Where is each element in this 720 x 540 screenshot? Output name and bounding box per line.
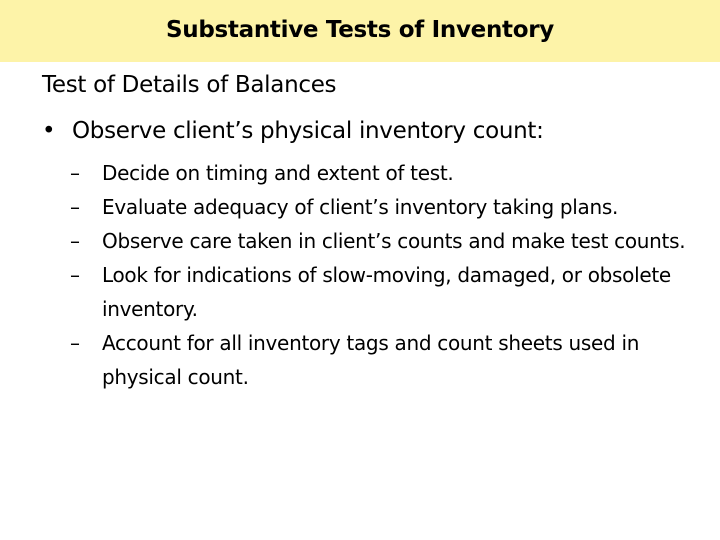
sub-bullet-text: Account for all inventory tags and count sheets used in physical count. <box>102 331 640 389</box>
sub-bullet-item <box>70 224 690 258</box>
sub-bullet-text: Observe care taken in client’s counts and make test counts. <box>102 229 686 253</box>
main-bullet <box>42 114 544 148</box>
main-bullet-text: Observe client’s physical inventory count: <box>72 118 544 144</box>
section-heading: Test of Details of Balances <box>42 72 337 98</box>
sub-bullet-item <box>70 326 690 394</box>
dash-marker: – <box>70 229 80 253</box>
sub-bullet-item <box>70 258 690 326</box>
sub-bullet-item <box>70 156 690 190</box>
dash-marker: – <box>70 195 80 219</box>
sub-bullet-text: Look for indications of slow-moving, damaged, or obsolete inventory. <box>102 263 671 321</box>
sub-bullet-text: Evaluate adequacy of client’s inventory taking plans. <box>102 195 619 219</box>
dash-marker: – <box>70 161 80 185</box>
slide-title: Substantive Tests of Inventory <box>166 17 554 43</box>
dash-marker: – <box>70 331 80 355</box>
sub-bullet-list <box>70 156 690 394</box>
bullet-marker: • <box>42 118 56 144</box>
sub-bullet-item <box>70 190 690 224</box>
sub-bullet-text: Decide on timing and extent of test. <box>102 161 454 185</box>
dash-marker: – <box>70 263 80 287</box>
